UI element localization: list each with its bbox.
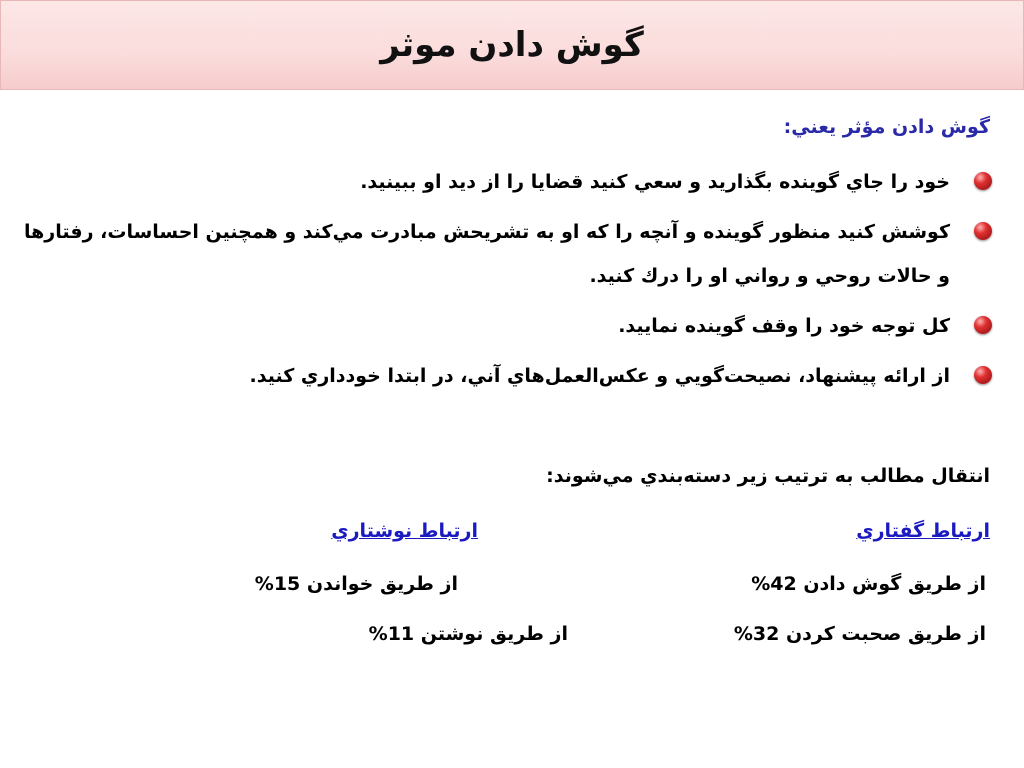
bullet-icon — [974, 172, 992, 190]
verbal-communication-link[interactable]: ارتباط گفتاري — [856, 520, 990, 542]
bullet-icon — [974, 222, 992, 240]
bullet-item — [22, 354, 992, 398]
bullet-text: كوشش كنيد منظور گوينده و آنچه را كه او به تشريحش مبادرت مي‌كند و همچنين احساسات، رفتارها و حالات روحي و رواني او را درك كنيد. — [24, 221, 950, 287]
written-communication-link[interactable]: ارتباط نوشتاري — [331, 520, 478, 542]
bullet-icon — [974, 366, 992, 384]
section-heading: گوش دادن مؤثر يعني: — [783, 116, 990, 138]
bullet-icon — [974, 316, 992, 334]
page-title: گوش دادن موثر — [380, 25, 644, 65]
writing-percentage: از طريق نوشتن 11% — [368, 623, 568, 645]
bullet-item — [22, 160, 992, 204]
categories-intro: انتقال مطالب به ترتيب زير دسته‌بندي مي‌شوند: — [546, 465, 990, 487]
reading-percentage: از طريق خواندن 15% — [254, 573, 458, 595]
bullet-item — [22, 210, 992, 298]
bullet-text: خود را جاي گوينده بگذاريد و سعي كنيد قضايا را از ديد او ببينيد. — [360, 171, 950, 193]
bullet-item — [22, 304, 992, 348]
speaking-percentage: از طريق صحبت كردن 32% — [733, 623, 986, 645]
listening-percentage: از طريق گوش دادن 42% — [751, 573, 986, 595]
bullet-text: از ارائه پيشنهاد، نصيحت‌گويي و عكس‌العمل‌هاي آني، در ابتدا خودداري كنيد. — [249, 365, 950, 387]
bullet-text: كل توجه خود را وقف گوينده نماييد. — [618, 315, 950, 337]
bullet-list — [22, 160, 992, 404]
